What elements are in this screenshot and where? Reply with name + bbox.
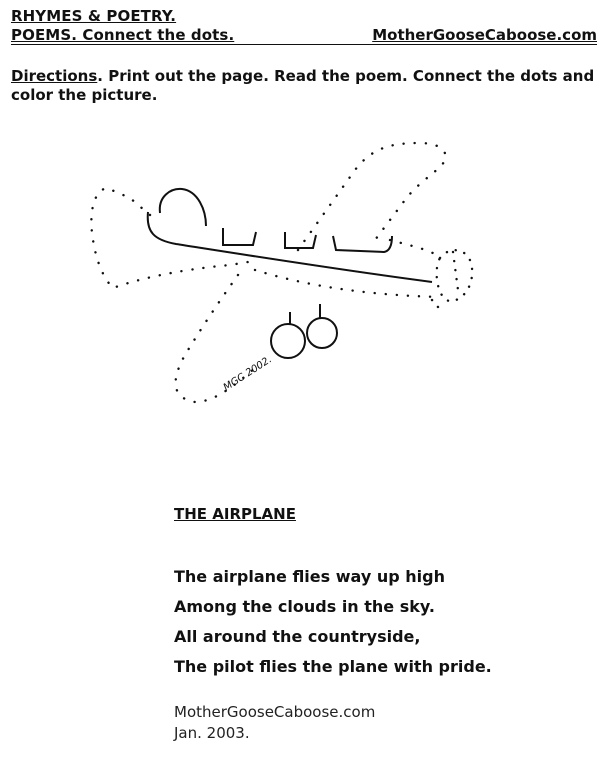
directions-text: . Print out the page. Read the poem. Connect the dots and color the picture. xyxy=(11,67,595,104)
poem-line: All around the countryside, xyxy=(174,627,421,646)
fuselage-top-dots xyxy=(390,240,438,255)
window-3 xyxy=(333,236,392,252)
poem-line: Among the clouds in the sky. xyxy=(174,597,435,616)
poem-line: The airplane flies way up high xyxy=(174,567,445,586)
directions-label: Directions xyxy=(11,67,98,85)
upper-wing-dots xyxy=(298,143,446,250)
footer xyxy=(174,702,375,744)
cockpit-outline xyxy=(160,189,206,226)
header-site-name: MotherGooseCaboose.com xyxy=(372,26,597,44)
poem-body xyxy=(174,562,492,682)
header-title: RHYMES & POETRY. xyxy=(11,7,177,25)
landing-gear-struts xyxy=(290,304,320,325)
artist-signature: MGC 2002. xyxy=(221,354,274,394)
landing-wheel-left xyxy=(271,324,305,358)
propeller-dots xyxy=(432,250,472,307)
poem-title: THE AIRPLANE xyxy=(174,505,296,523)
poem-line: The pilot flies the plane with pride. xyxy=(174,657,492,676)
tail-fin-dots xyxy=(91,188,248,288)
header-subtitle: POEMS. Connect the dots. xyxy=(11,26,235,44)
window-2 xyxy=(285,232,316,248)
landing-wheel-right xyxy=(307,318,337,348)
footer-site: MotherGooseCaboose.com xyxy=(174,703,376,721)
footer-date: Jan. 2003. xyxy=(174,724,250,742)
fuselage-bottom-dots xyxy=(255,270,440,297)
window-1 xyxy=(223,228,256,245)
